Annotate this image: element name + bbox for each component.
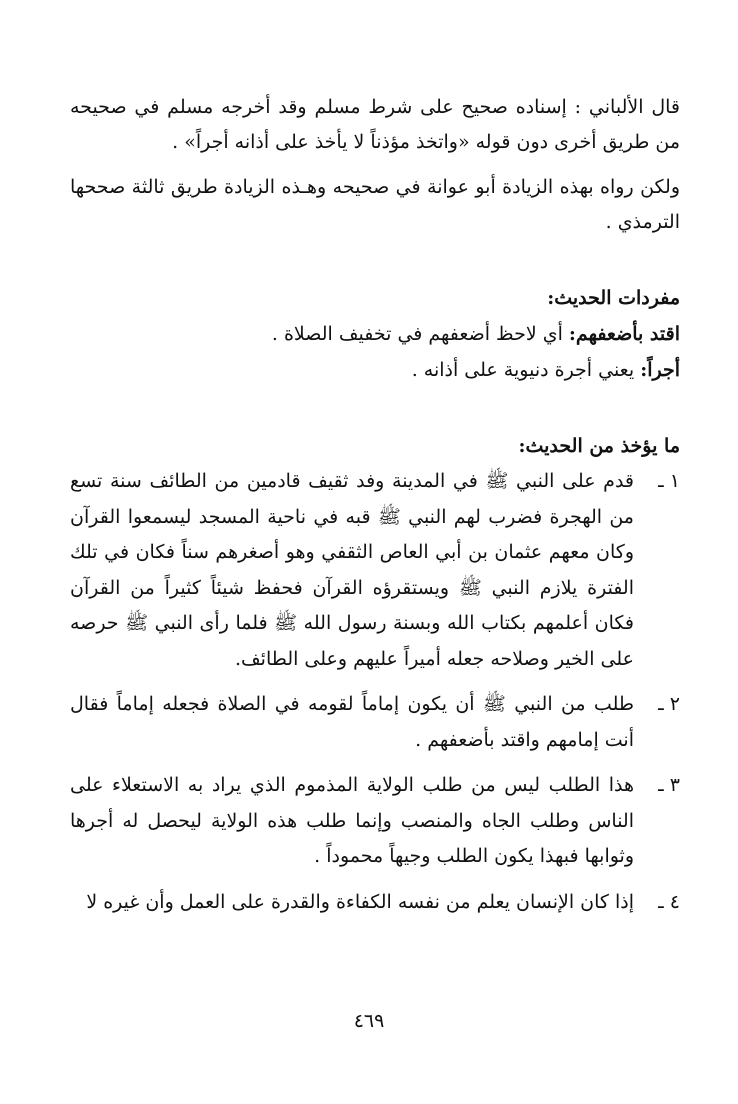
lesson-item	[70, 464, 680, 677]
page-content	[70, 90, 680, 930]
vocabulary-term: أجراً:	[640, 359, 680, 381]
lesson-text: طلب من النبي ﷺ أن يكون إماماً لقومه في الصلاة فجعله إماماً فقال أنت إمامهم واقتد بأضعفهم .	[70, 693, 634, 751]
lesson-number: ٢ ـ	[658, 693, 680, 715]
page-number: ٤٦٩	[353, 1010, 385, 1032]
lessons-section	[70, 428, 680, 920]
vocabulary-meaning: أي لاحظ أضعفهم في تخفيف الصلاة .	[271, 323, 563, 345]
lesson-text: هذا الطلب ليس من طلب الولاية المذموم الذي يراد به الاستعلاء على الناس وطلب الجاه والمنصب وإنما طلب هذه الولاية ليحصل له أجرها وثوابها فبهذا يكون الطلب وجيهاً محموداً .	[70, 774, 634, 867]
lesson-number: ٤ ـ	[658, 890, 680, 913]
vocabulary-item	[70, 352, 680, 388]
lesson-item	[70, 885, 680, 921]
vocabulary-section	[70, 280, 680, 388]
lesson-number: ٣ ـ	[658, 774, 680, 796]
vocabulary-item	[70, 316, 680, 352]
lesson-item	[70, 768, 680, 875]
vocabulary-term: اقتد بأضعفهم:	[568, 323, 680, 345]
intro-paragraph-2: ولكن رواه بهذه الزيادة أبو عوانة في صحيحه وهـذه الزيادة طريق ثالثة صححها الترمذي .	[70, 176, 680, 233]
lesson-number: ١ ـ	[658, 470, 680, 492]
lessons-heading: ما يؤخذ من الحديث:	[518, 435, 680, 457]
lesson-text: إذا كان الإنسان يعلم من نفسه الكفاءة والقدرة على العمل وأن غيره لا	[86, 890, 634, 913]
intro-paragraph-1: قال الألباني : إسناده صحيح على شرط مسلم وقد أخرجه مسلم في صحيحه من طريق أخرى دون قوله «واتخذ مؤذناً لا يأخذ على أذانه أجراً» .	[70, 96, 680, 153]
vocabulary-meaning: يعني أجرة دنيوية على أذانه .	[411, 359, 635, 381]
vocabulary-heading: مفردات الحديث:	[547, 287, 680, 309]
lesson-text: قدم على النبي ﷺ في المدينة وفد ثقيف قادمين من الطائف سنة تسع من الهجرة فضرب لهم النبي ﷺ قبه في ناحية المسجد ليسمعوا القرآن وكان معهم عثمان بن أبي العاص الثقفي وهو أصغرهم سناً فكان في تلك الفترة يلازم النبي ﷺ ويستقرؤه القرآن فحفظ شيئاً كثيراً من القرآن فكان أعلمهم بكتاب الله وبسنة رسول الله ﷺ فلما رأى النبي ﷺ حرصه على الخير وصلاحه جعله أميراً عليهم وعلى الطائف.	[70, 470, 634, 670]
lesson-item	[70, 687, 680, 758]
